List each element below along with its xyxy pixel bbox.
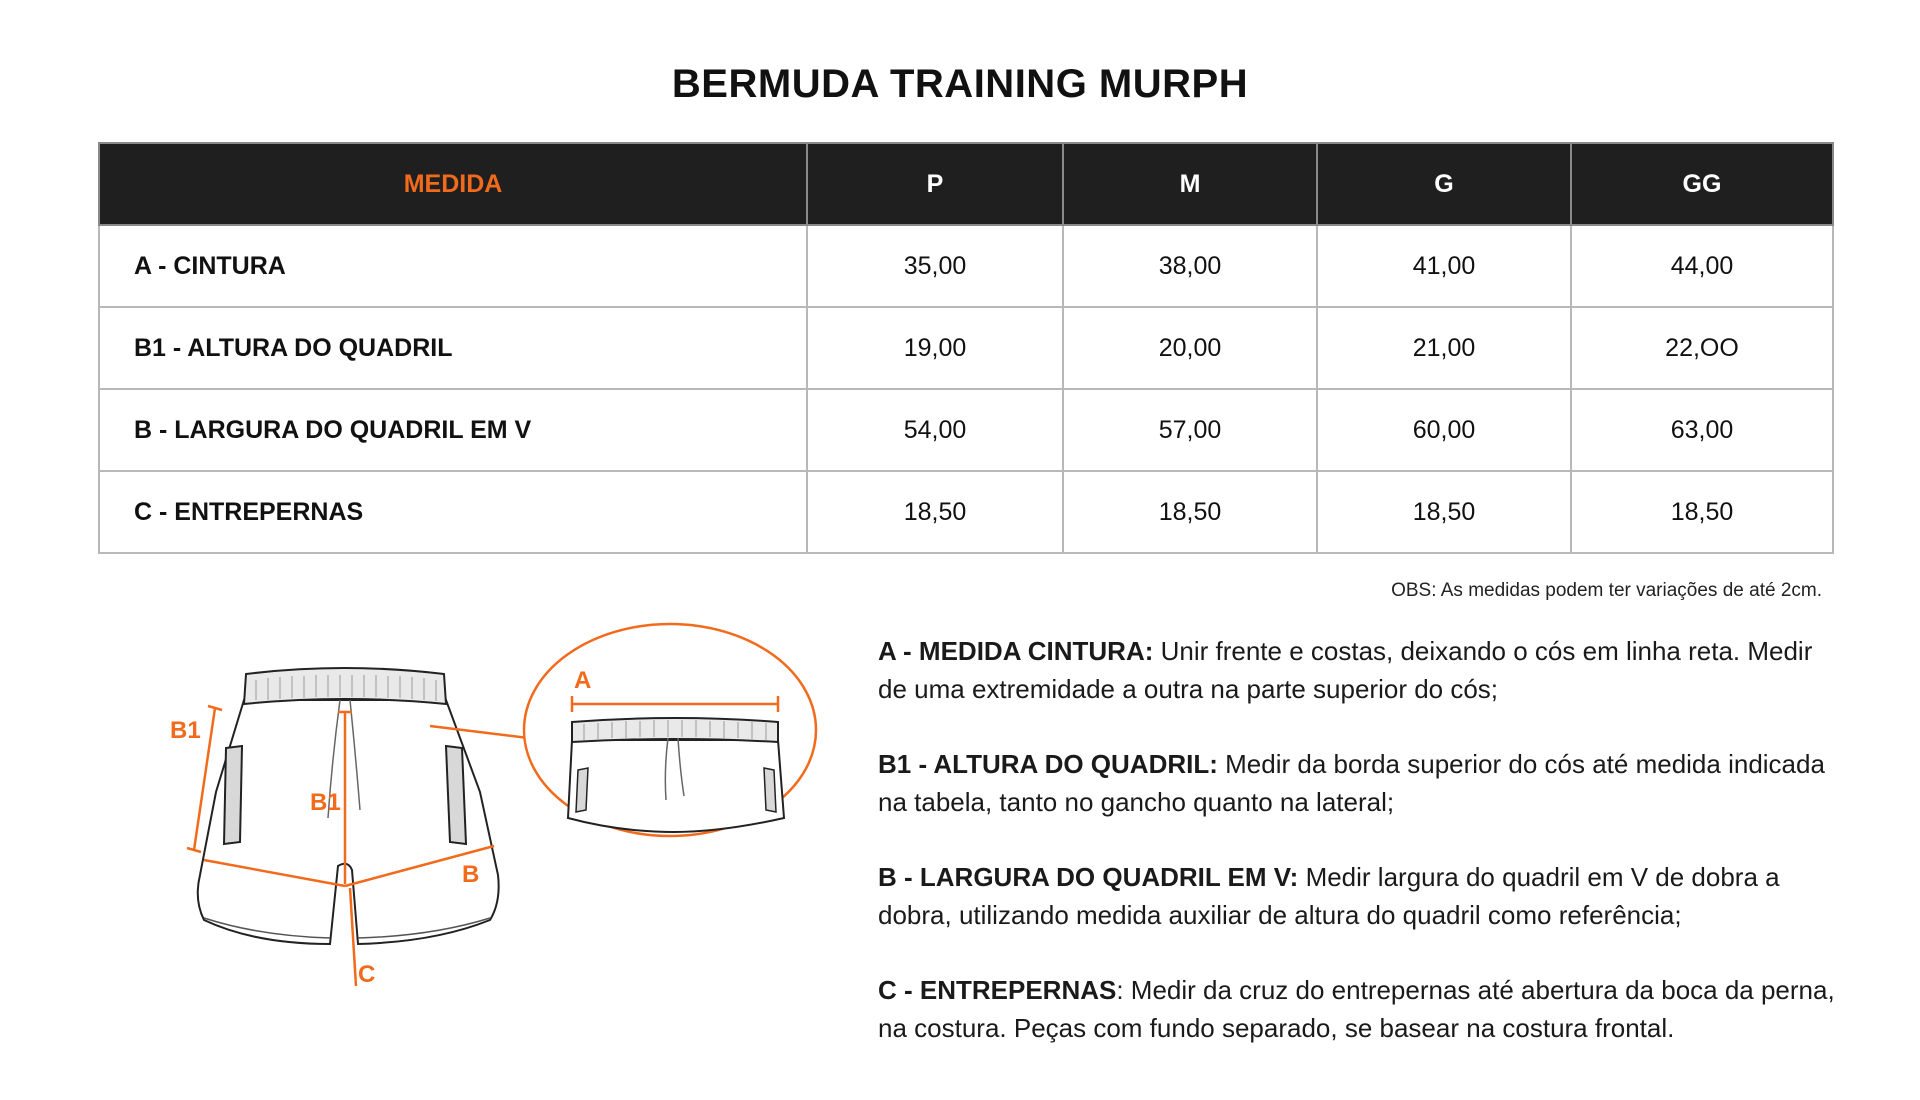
- size-table: [98, 142, 1834, 554]
- page-title: BERMUDA TRAINING MURPH: [671, 62, 1249, 106]
- instruction-b1: [878, 745, 1838, 821]
- instruction-b: [878, 858, 1838, 934]
- header-medida: MEDIDA: [99, 143, 807, 225]
- instruction-c: [878, 971, 1838, 1047]
- instruction-text: Unir frente e costas, deixando o cós em linha reta. Medir de uma extremidade a outra na parte superior do cós;: [878, 636, 1813, 704]
- header-size-m: M: [1063, 143, 1317, 225]
- label-c: C: [358, 961, 376, 988]
- header-size-p: P: [807, 143, 1063, 225]
- table-cell: 18,50: [807, 471, 1063, 553]
- instruction-text: Medir largura do quadril em V de dobra a dobra, utilizando medida auxiliar de altura do quadril como referência;: [878, 862, 1780, 930]
- table-cell: 35,00: [807, 225, 1063, 307]
- shorts-front-icon: [198, 668, 499, 944]
- label-b1-inner: B1: [310, 789, 341, 816]
- table-cell: 19,00: [807, 307, 1063, 389]
- instruction-a: [878, 632, 1838, 708]
- measurement-instructions: [878, 632, 1838, 1084]
- table-cell: 38,00: [1063, 225, 1317, 307]
- instruction-term: B1 - ALTURA DO QUADRIL:: [878, 749, 1218, 779]
- table-cell: 60,00: [1317, 389, 1571, 471]
- label-b1-outer: B1: [170, 717, 201, 744]
- header-size-g: G: [1317, 143, 1571, 225]
- shorts-measurement-diagram: [160, 620, 840, 1010]
- table-cell: 18,50: [1317, 471, 1571, 553]
- table-cell: 63,00: [1571, 389, 1833, 471]
- row-label: C - ENTREPERNAS: [99, 471, 807, 553]
- table-cell: 21,00: [1317, 307, 1571, 389]
- instruction-text: : Medir da cruz do entrepernas até abertura da boca da perna, na costura. Peças com fundo separado, se basear na costura frontal.: [878, 975, 1835, 1043]
- row-label: B1 - ALTURA DO QUADRIL: [99, 307, 807, 389]
- table-cell: 44,00: [1571, 225, 1833, 307]
- header-size-gg: GG: [1571, 143, 1833, 225]
- table-cell: 18,50: [1571, 471, 1833, 553]
- table-row: [99, 471, 1833, 553]
- label-a: A: [574, 667, 592, 694]
- table-row: [99, 225, 1833, 307]
- measurement-note: OBS: As medidas podem ter variações de até 2cm.: [1391, 580, 1822, 601]
- instruction-term: B - LARGURA DO QUADRIL EM V:: [878, 862, 1299, 892]
- row-label: B - LARGURA DO QUADRIL EM V: [99, 389, 807, 471]
- waist-detail-icon: [524, 624, 816, 836]
- instruction-term: A - MEDIDA CINTURA:: [878, 636, 1154, 666]
- table-cell: 22,OO: [1571, 307, 1833, 389]
- table-header-row: [99, 143, 1833, 225]
- instruction-term: C - ENTREPERNAS: [878, 975, 1117, 1005]
- table-cell: 41,00: [1317, 225, 1571, 307]
- instruction-text: Medir da borda superior do cós até medida indicada na tabela, tanto no gancho quanto na lateral;: [878, 749, 1825, 817]
- table-cell: 57,00: [1063, 389, 1317, 471]
- label-b: B: [462, 861, 480, 888]
- table-row: [99, 389, 1833, 471]
- table-row: [99, 307, 1833, 389]
- table-cell: 54,00: [807, 389, 1063, 471]
- row-label: A - CINTURA: [99, 225, 807, 307]
- table-cell: 20,00: [1063, 307, 1317, 389]
- table-cell: 18,50: [1063, 471, 1317, 553]
